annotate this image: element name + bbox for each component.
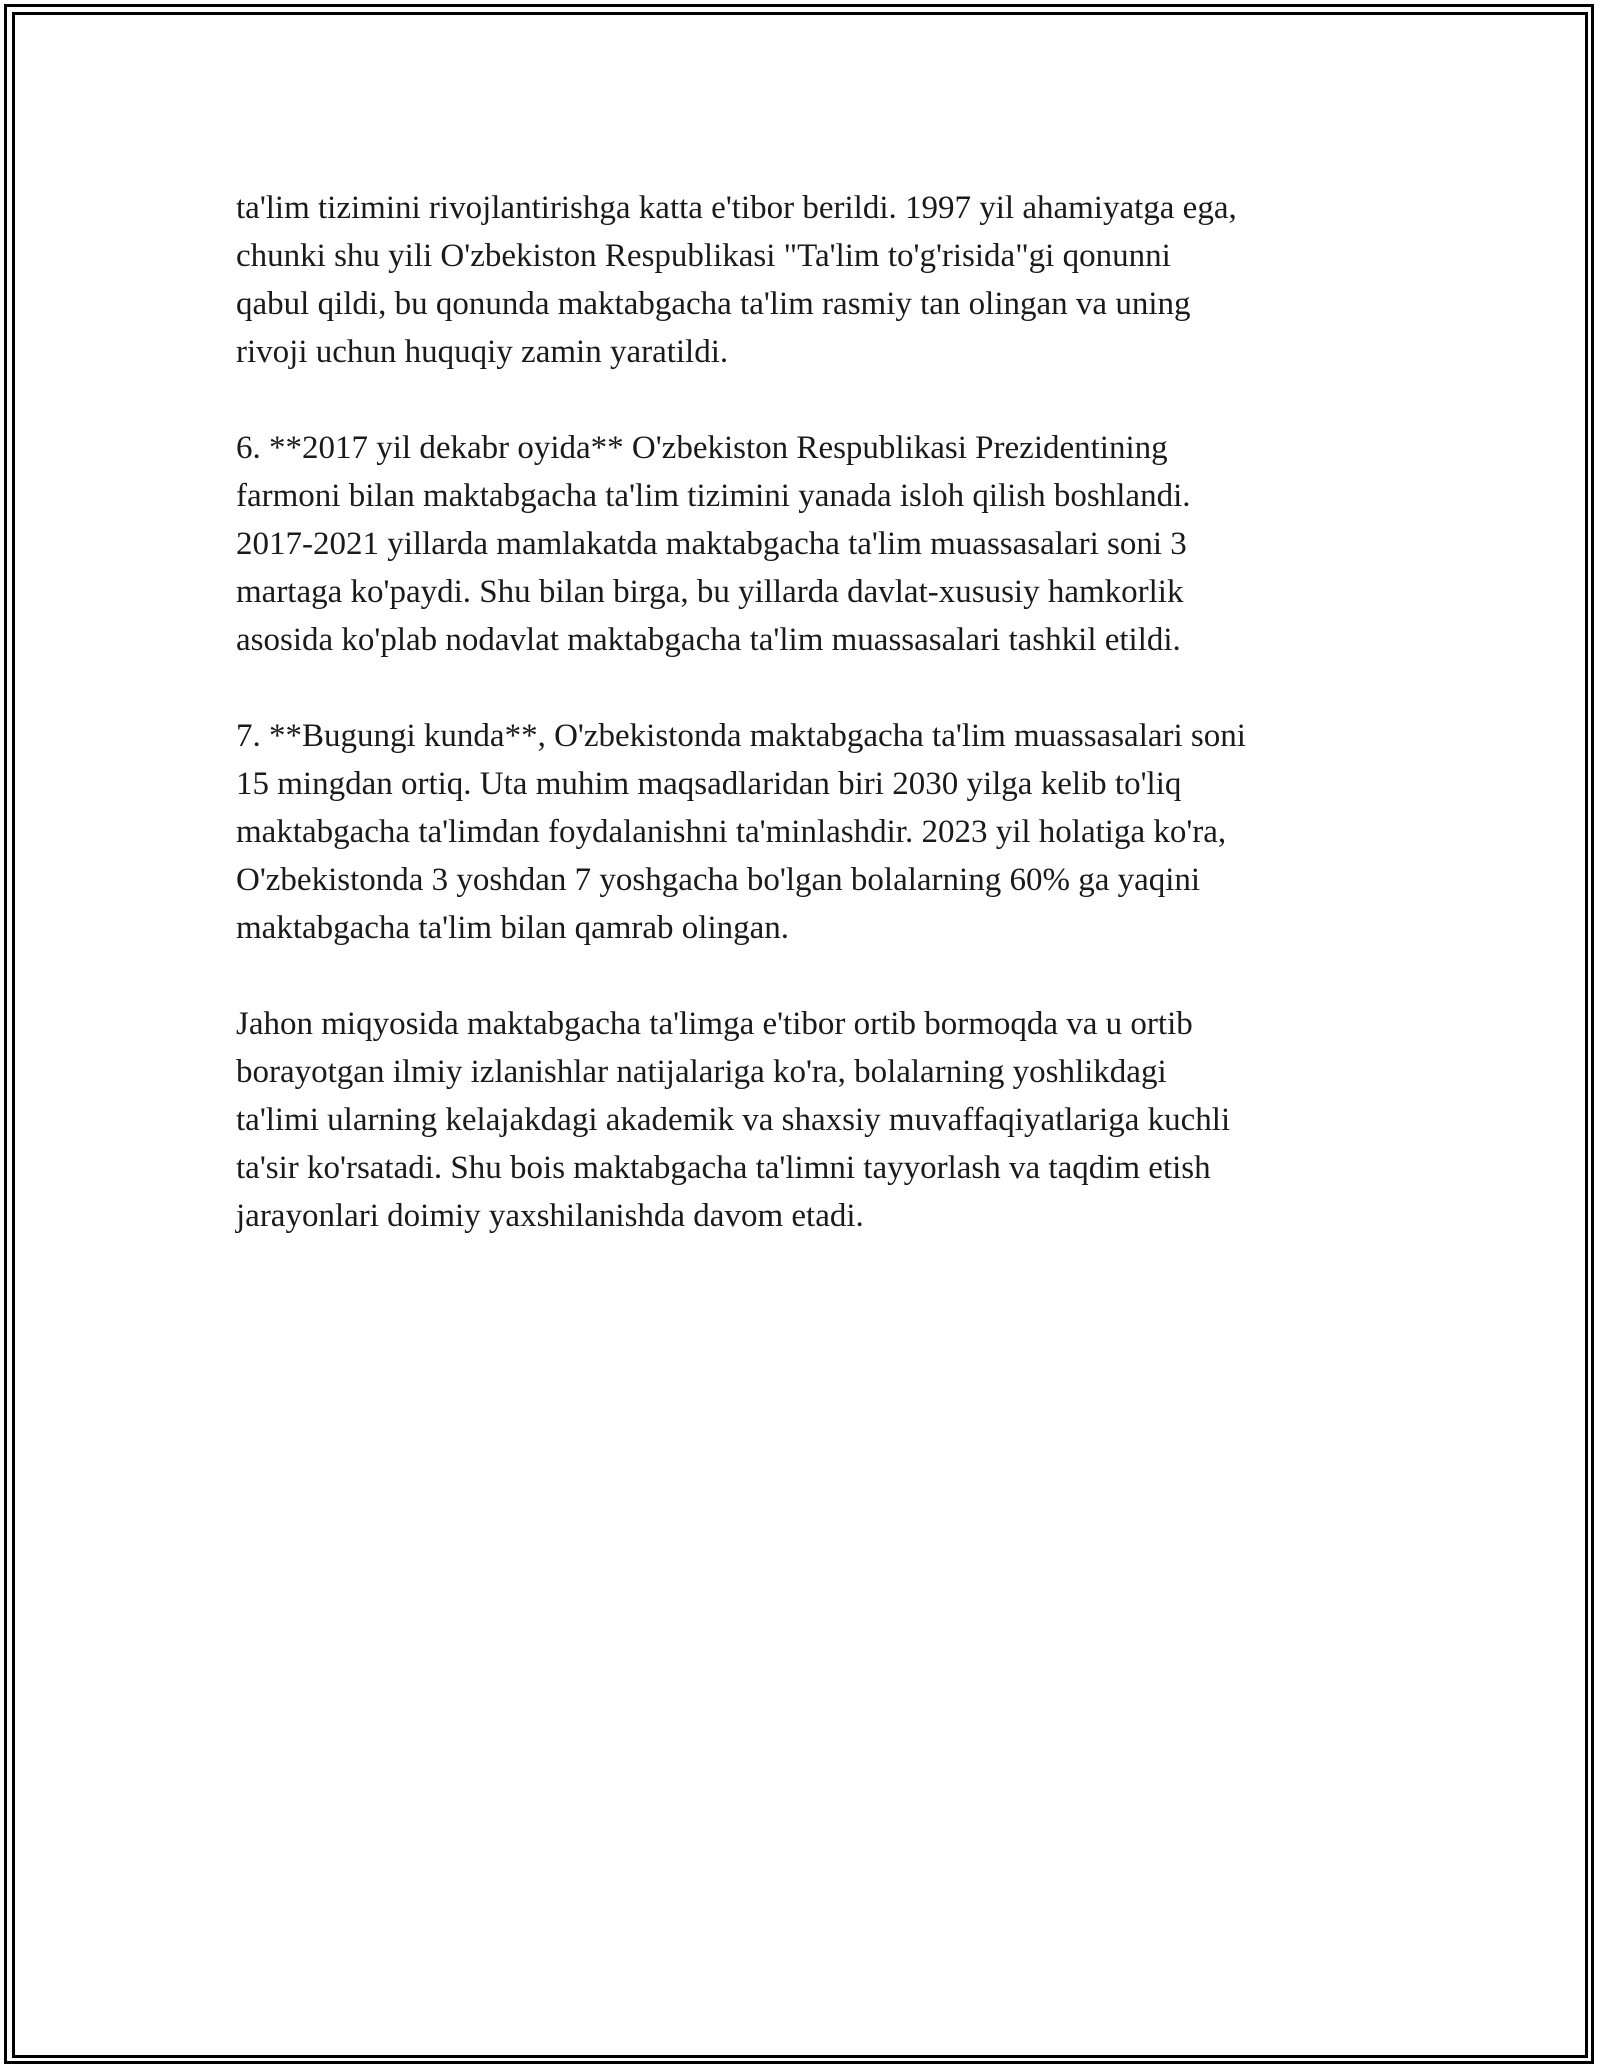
text-line: rivoji uchun huquqiy zamin yaratildi.: [236, 334, 729, 370]
paragraph-item-6-reform-2017: [236, 424, 1386, 664]
text-line: 15 mingdan ortiq. Uta muhim maqsadlaridan biri 2030 yilga kelib to'liq: [236, 766, 1182, 802]
document-body: [236, 184, 1386, 1288]
text-line: O'zbekistonda 3 yoshdan 7 yoshgacha bo'lgan bolalarning 60% ga yaqini: [236, 862, 1201, 898]
text-line: 7. **Bugungi kunda**, O'zbekistonda maktabgacha ta'lim muassasalari soni: [236, 718, 1246, 754]
text-line: 2017-2021 yillarda mamlakatda maktabgacha ta'lim muassasalari soni 3: [236, 526, 1187, 562]
text-line: farmoni bilan maktabgacha ta'lim tizimini yanada isloh qilish boshlandi.: [236, 478, 1191, 514]
paragraph-education-law-1997: [236, 184, 1386, 376]
text-line: ta'lim tizimini rivojlantirishga katta e'tibor berildi. 1997 yil ahamiyatga ega,: [236, 190, 1237, 226]
text-line: qabul qildi, bu qonunda maktabgacha ta'lim rasmiy tan olingan va uning: [236, 286, 1191, 322]
text-line: chunki shu yili O'zbekiston Respublikasi "Ta'lim to'g'risida"gi qonunni: [236, 238, 1171, 274]
text-line: Jahon miqyosida maktabgacha ta'limga e'tibor ortib bormoqda va u ortib: [236, 1006, 1193, 1042]
text-line: maktabgacha ta'limdan foydalanishni ta'minlashdir. 2023 yil holatiga ko'ra,: [236, 814, 1227, 850]
text-line: 6. **2017 yil dekabr oyida** O'zbekiston Respublikasi Prezidentining: [236, 430, 1168, 466]
text-line: ta'sir ko'rsatadi. Shu bois maktabgacha ta'limni tayyorlash va taqdim etish: [236, 1150, 1211, 1186]
text-line: maktabgacha ta'lim bilan qamrab olingan.: [236, 910, 790, 946]
text-line: jarayonlari doimiy yaxshilanishda davom etadi.: [236, 1198, 864, 1234]
text-line: asosida ko'plab nodavlat maktabgacha ta'lim muassasalari tashkil etildi.: [236, 622, 1181, 658]
text-line: borayotgan ilmiy izlanishlar natijalariga ko'ra, bolalarning yoshlikdagi: [236, 1054, 1167, 1090]
paragraph-global-conclusion: [236, 1000, 1386, 1240]
paragraph-item-7-today: [236, 712, 1386, 952]
text-line: ta'limi ularning kelajakdagi akademik va shaxsiy muvaffaqiyatlariga kuchli: [236, 1102, 1231, 1138]
text-line: martaga ko'paydi. Shu bilan birga, bu yillarda davlat-xususiy hamkorlik: [236, 574, 1184, 610]
